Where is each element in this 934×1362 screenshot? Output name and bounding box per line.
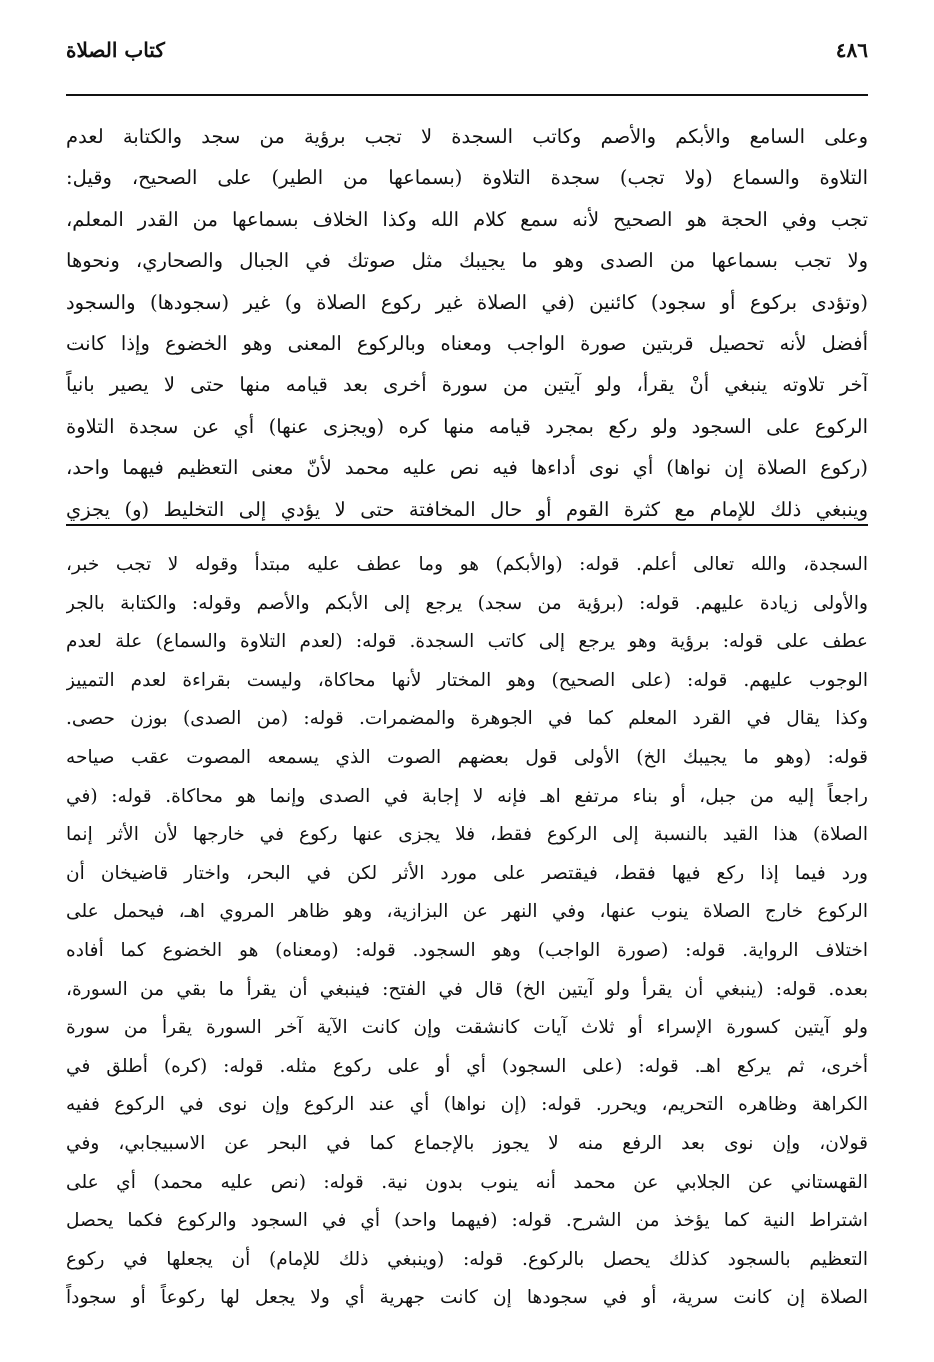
commentary-line: ورد فيما إذا ركع فيها فقط، فيقتصر على مورد الأثر لكن في البحر، واختار قاضيخان أن (66, 862, 868, 884)
commentary-line: ولو آيتين كسورة الإسراء أو ثلاث آيات كانشقت وإن كانت الآية آخر السورة يقرأ من سورة (66, 1017, 868, 1039)
main-line: تجب وفي الحجة هو الصحيح لأنه سمع كلام الله وكذا الخلاف بسماعها من القدر المعلم، (66, 207, 868, 231)
main-line: (ركوع الصلاة إن نواها) أي نوى أداءها فيه نص عليه محمد لأنّ معنى التعظيم فيهما واحد، (66, 456, 868, 480)
commentary-line: راجعاً إليه من جبل، أو بناء مرتفع اهـ فإنه لا إجابة في الصدى وإنما هو محاكاة. قوله: (في (66, 785, 868, 807)
commentary-line: قولان، وإن نوى بعد الرفع منه لا يجوز بالإجماع كما في البحر عن الاسبيجابي، وفي (66, 1132, 868, 1154)
section-divider (66, 524, 868, 526)
commentary-line: القهستاني عن الجلابي عن محمد أنه ينوب بدون نية. قوله: (نص عليه محمد) أي على (66, 1171, 868, 1193)
commentary-line: والأولى زيادة عليهم. قوله: (برؤية من سجد) يرجع إلى الأبكم والأصم وقوله: والكتابة بالجر (66, 592, 868, 614)
commentary-line: اختلاف الرواية. قوله: (صورة الواجب) وهو السجود. قوله: (ومعناه) هو الخضوع كما أفاده (66, 939, 868, 961)
main-line: أفضل لأنه تحصيل قربتين صورة الواجب ومعناه وبالركوع المعنى وهو الخضوع وإذا كانت (66, 331, 868, 355)
main-line: التلاوة والسماع (ولا تجب) سجدة التلاوة (بسماعها من الطير) على الصحيح، وقيل: (66, 166, 868, 190)
page-number: ٤٨٦ (835, 38, 868, 62)
header-rule (66, 94, 868, 96)
commentary-line: الركوع خارج الصلاة ينوب عنها، وفي النهر عن البزازية، وهو ظاهر المروي اهـ، فيحمل على (66, 901, 868, 923)
commentary-line: بعده. قوله: (ينبغي أن يقرأ ولو آيتين الخ) قال في الفتح: فينبغي أن يقرأ ما بقي من السورة، (66, 978, 868, 1000)
commentary-line: عطف على قوله: برؤية وهو يرجع إلى كاتب السجدة. قوله: (لعدم التلاوة والسماع) علة لعدم (66, 631, 868, 653)
commentary-line: السجدة، والله تعالى أعلم. قوله: (والأبكم) هو وما عطف عليه مبتدأ وقوله لا تجب خبر، (66, 554, 868, 575)
commentary-line: وكذا يقال في القرد المعلم كما في الجوهرة والمضمرات. قوله: (من الصدى) بوزن حصى. (66, 708, 868, 730)
page-header (66, 38, 868, 78)
main-line: (وتؤدى بركوع أو سجود) كائنين (في الصلاة غير ركوع الصلاة و) غير (سجودها) والسجود (66, 290, 868, 314)
chapter-title: كتاب الصلاة (66, 38, 165, 62)
main-line: الركوع على السجود ولو ركع بمجرد قيامه منها كره (ويجزى عنها) أي عن سجدة التلاوة (66, 414, 868, 438)
commentary-line: الوجوب عليهم. قوله: (على الصحيح) وهو المختار لأنها محاكاة، وليست بقراءة لعدم التمييز (66, 669, 868, 691)
commentary-line: قوله: (وهو ما يجيبك الخ) الأولى قول بعضهم الصوت الذي يسمعه المصوت عقب صياحه (66, 746, 868, 768)
commentary-line: اشتراط النية كما يؤخذ من الشرح. قوله: (فيهما واحد) أي في السجود والركوع فكما يحصل (66, 1210, 868, 1232)
commentary-line: الكراهة وظاهره التحريم، ويحرر. قوله: (إن نواها) أي عند الركوع وإن نوى في الركوع ففيه (66, 1094, 868, 1116)
main-line: آخر تلاوته ينبغي أنْ يقرأ، ولو آيتين من سورة أخرى بعد قيامه منها حتى لا يصير بانياً (66, 373, 868, 397)
main-line: ولا تجب بسماعها من الصدى وهو ما يجيبك مثل صوتك في الجبال والصحاري، ونحوها (66, 249, 868, 273)
main-text (66, 116, 868, 530)
commentary-text (66, 546, 868, 1318)
commentary-line: أخرى، ثم يركع اهـ. قوله: (على السجود) أي أو على ركوع مثله. قوله: (كره) أطلق في (66, 1055, 868, 1077)
main-line: وينبغي ذلك للإمام مع كثرة القوم أو حال المخافتة حتى لا يؤدي إلى التخليط (و) يجزي (66, 497, 868, 521)
main-line: وعلى السامع والأبكم والأصم وكاتب السجدة لا تجب برؤية من سجد والكتابة لعدم (66, 125, 868, 148)
commentary-line: الصلاة إن كانت سرية، أو في سجودها إن كانت جهرية أي ولا يجعل لها ركوعاً أو سجوداً (66, 1287, 868, 1309)
commentary-line: الصلاة) هذا القيد بالنسبة إلى الركوع فقط، فلا يجزى عنها ركوع في خارجها لأن الأثر إنما (66, 824, 868, 846)
commentary-line: التعظيم بالسجود كذلك يحصل بالركوع. قوله: (وينبغي ذلك للإمام) أن يجعلها في ركوع (66, 1248, 868, 1270)
